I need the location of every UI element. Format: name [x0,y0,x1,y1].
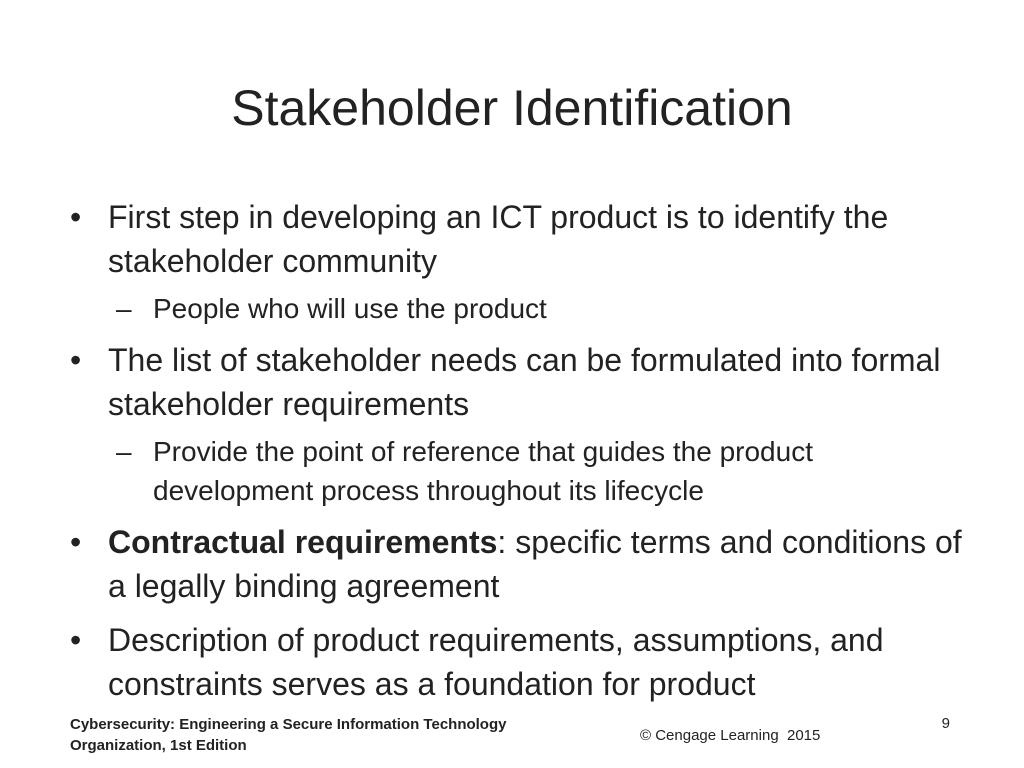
sub-bullet-text: Provide the point of reference that guides the product development process throughout its lifecycle [153,436,813,506]
bullet-item [70,618,970,706]
sub-bullet-item [70,289,970,328]
sub-bullet-item [70,432,970,510]
bullet-item [70,195,970,283]
bullet-icon: • [70,622,82,658]
dash-icon: – [116,293,132,324]
bullet-icon: • [70,199,82,235]
bullet-text: Description of product requirements, assumptions, and constraints serves as a foundation for product [108,622,884,702]
page-number: 9 [941,715,950,732]
dash-icon: – [116,436,132,467]
footer-book-title [70,714,590,756]
bullet-bold-term: Contractual requirements [108,524,498,560]
slide-title: Stakeholder Identification [231,80,793,136]
bullet-text: : specific terms and conditions of a legally binding agreement [108,524,962,604]
footer-book-line2: Organization, 1st Edition [70,737,247,754]
bullet-list [70,195,970,716]
bullet-item [70,338,970,426]
footer-copyright: © Cengage Learning 2015 [640,727,821,744]
bullet-text: First step in developing an ICT product is to identify the stakeholder community [108,199,889,279]
bullet-icon: • [70,524,82,560]
bullet-icon: • [70,342,82,378]
footer-book-line1: Cybersecurity: Engineering a Secure Information Technology [70,716,507,733]
bullet-item [70,520,970,608]
bullet-text: The list of stakeholder needs can be formulated into formal stakeholder requirements [108,342,941,422]
sub-bullet-text: People who will use the product [153,293,547,324]
